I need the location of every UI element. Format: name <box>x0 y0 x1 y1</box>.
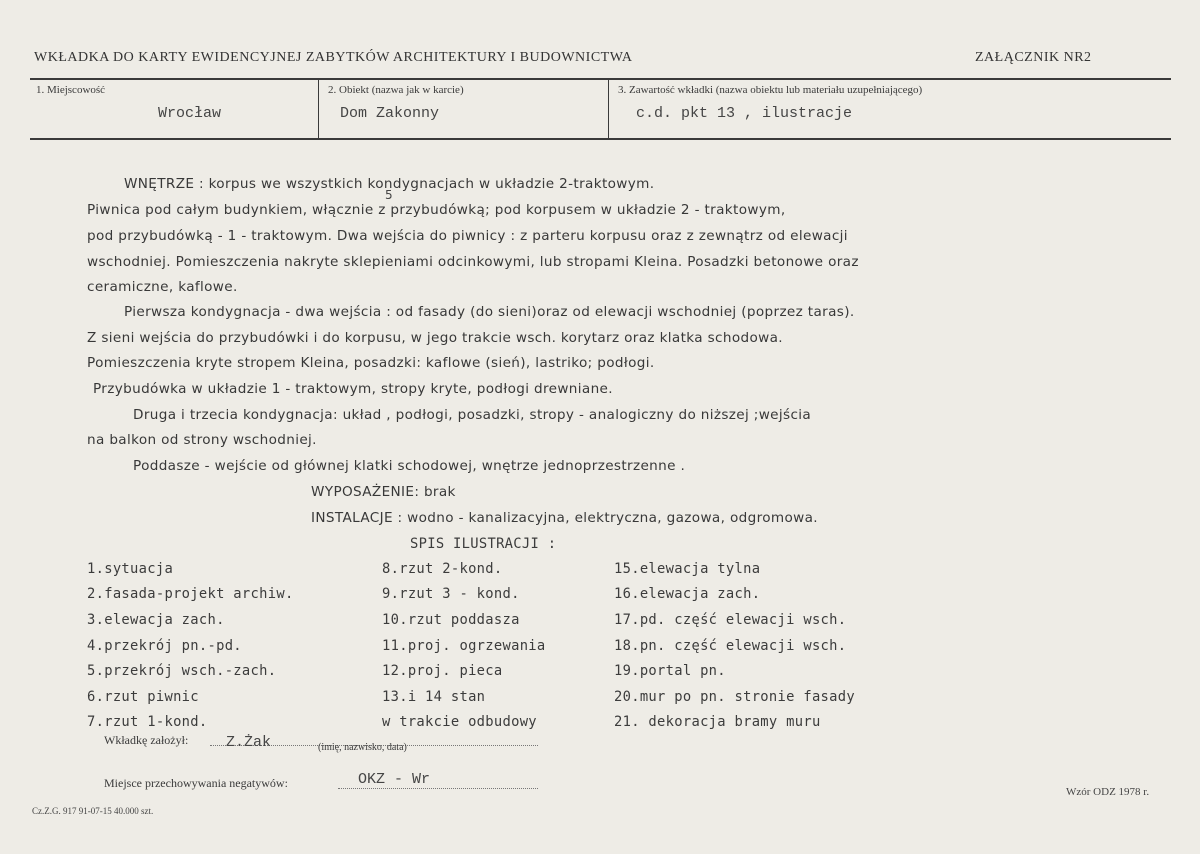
body-line: Przybudówka w układzie 1 - traktowym, stropy kryte, podłogi drewniane. <box>93 381 613 397</box>
form-title: WKŁADKA DO KARTY EWIDENCYJNEJ ZABYTKÓW ARCHITEKTURY I BUDOWNICTWA <box>34 50 633 65</box>
body-line: WYPOSAŻENIE: brak <box>311 484 456 500</box>
field-1-value: Wrocław <box>158 105 222 122</box>
illustration-item: 10.rzut poddasza <box>382 612 520 628</box>
illustration-item: w trakcie odbudowy <box>382 714 537 730</box>
field-3-label: 3. Zawartość wkładki (nazwa obiektu lub materiału uzupełniającego) <box>618 84 923 96</box>
body-line: pod przybudówką - 1 - traktowym. Dwa wejścia do piwnicy : z parteru korpusu oraz z zewnątrz od elewacji <box>87 228 848 244</box>
founder-value: Z.Żak <box>226 734 272 751</box>
field-divider-1 <box>318 80 319 138</box>
form-model: Wzór ODZ 1978 r. <box>1066 786 1150 798</box>
illustration-item: 1.sytuacja <box>87 561 174 577</box>
illustration-item: 5.przekrój wsch.-zach. <box>87 663 277 679</box>
body-line: WNĘTRZE : korpus we wszystkich kondygnacjach w układzie 2-traktowym. <box>124 176 655 192</box>
illustration-item: 16.elewacja zach. <box>614 586 761 602</box>
storage-value: OKZ - Wr <box>358 771 431 788</box>
field-1-label: 1. Miejscowość <box>36 84 106 96</box>
field-3-value: c.d. pkt 13 , ilustracje <box>636 105 853 122</box>
top-rule <box>30 78 1171 80</box>
field-2-label: 2. Obiekt (nazwa jak w karcie) <box>328 84 464 96</box>
illustration-item: 13.i 14 stan <box>382 689 486 705</box>
storage-label: Miejsce przechowywania negatywów: <box>104 776 288 790</box>
body-line: wschodniej. Pomieszczenia nakryte sklepieniami odcinkowymi, lub stropami Kleina. Posadzki betonowe oraz <box>87 254 859 270</box>
illustration-item: 17.pd. część elewacji wsch. <box>614 612 847 628</box>
illustration-item: 19.portal pn. <box>614 663 726 679</box>
illustration-item: 20.mur po pn. stronie fasady <box>614 689 855 705</box>
illustration-item: 4.przekrój pn.-pd. <box>87 638 242 654</box>
illustration-item: 7.rzut 1-kond. <box>87 714 208 730</box>
field-2-value: Dom Zakonny <box>340 105 440 122</box>
body-line: Piwnica pod całym budynkiem, włącznie z przybudówką; pod korpusem w układzie 2 - traktowym, <box>87 202 786 218</box>
body-line: Pomieszczenia kryte stropem Kleina, posadzki: kaflowe (sień), lastriko; podłogi. <box>87 355 655 371</box>
founder-label: Wkładkę założył: <box>104 733 189 747</box>
storage-dotted-line <box>338 788 538 789</box>
illustration-item: 2.fasada-projekt archiw. <box>87 586 294 602</box>
field-divider-2 <box>608 80 609 138</box>
body-line: Pierwsza kondygnacja - dwa wejścia : od fasady (do sieni)oraz od elewacji wschodniej (poprzez taras). <box>124 304 855 320</box>
body-line: Druga i trzecia kondygnacja: układ , podłogi, posadzki, stropy - analogiczny do niższej ;wejścia <box>133 407 812 423</box>
bottom-rule <box>30 138 1171 140</box>
typed-superscript: 5 <box>385 188 393 202</box>
attachment-number: ZAŁĄCZNIK NR2 <box>975 50 1092 65</box>
body-line: Z sieni wejścia do przybudówki i do korpusu, w jego trakcie wsch. korytarz oraz klatka schodowa. <box>87 330 783 346</box>
illustration-item: 9.rzut 3 - kond. <box>382 586 520 602</box>
illustration-item: 6.rzut piwnic <box>87 689 199 705</box>
illustration-item: 15.elewacja tylna <box>614 561 761 577</box>
illustration-item: 12.proj. pieca <box>382 663 503 679</box>
illustrations-heading: SPIS ILUSTRACJI : <box>410 536 557 552</box>
illustration-item: 21. dekoracja bramy muru <box>614 714 821 730</box>
body-line: ceramiczne, kaflowe. <box>87 279 238 295</box>
body-line: na balkon od strony wschodniej. <box>87 432 317 448</box>
print-info: Cz.Z.G. 917 91-07-15 40.000 szt. <box>32 806 154 816</box>
founder-hint: (imię, nazwisko, data) <box>318 742 407 753</box>
illustration-item: 8.rzut 2-kond. <box>382 561 503 577</box>
body-line: Poddasze - wejście od głównej klatki schodowej, wnętrze jednoprzestrzenne . <box>133 458 686 474</box>
illustration-item: 3.elewacja zach. <box>87 612 225 628</box>
illustration-item: 11.proj. ogrzewania <box>382 638 546 654</box>
illustration-item: 18.pn. część elewacji wsch. <box>614 638 847 654</box>
body-line: INSTALACJE : wodno - kanalizacyjna, elektryczna, gazowa, odgromowa. <box>311 510 818 526</box>
